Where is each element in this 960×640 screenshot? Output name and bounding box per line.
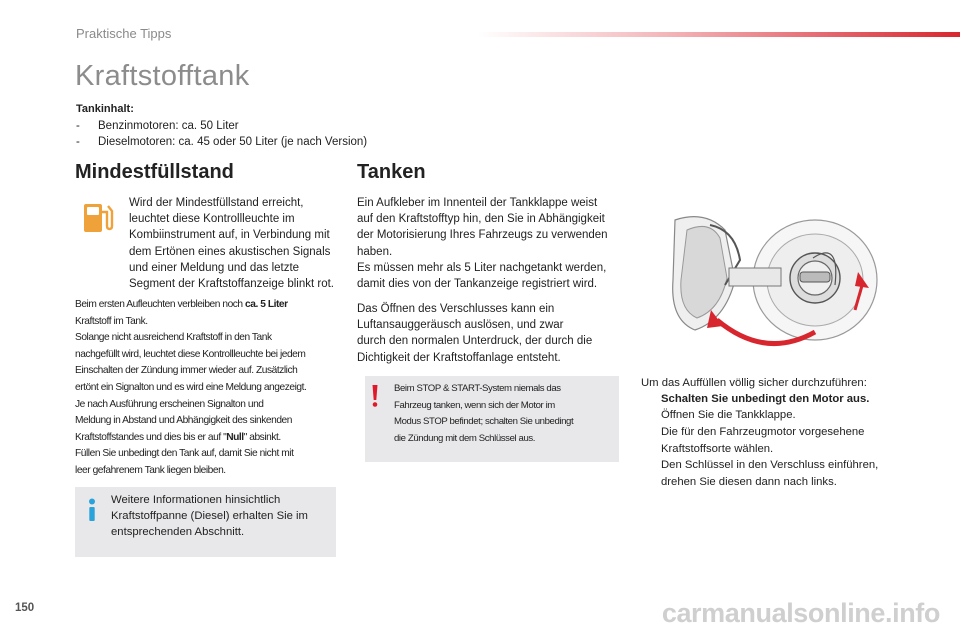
mindest-detail: Beim ersten Aufleuchten verbleiben noch ca. 5 Liter Kraftstoff im Tank. Solange nicht ausreichend Kraftstoff in den Tank nachgefüllt wird, leuchtet diese Kontrollleuchte bei jedem Einschalten der Zündung immer wieder auf. Zusätzlich ertönt ein Signalton und es wird eine Meldung angezeigt. Je nach Ausführung erscheinen Signalton und Meldung in Abstand und Abhängigkeit des sinkenden Kraftstoffstandes und dies bis er auf "Null" absinkt. Füllen Sie unbedingt den Tank auf, damit Sie nicht mit leer gefahrenem Tank liegen bleiben. <box>75 299 307 476</box>
page-number: 150 <box>15 602 35 614</box>
section-heading-tanken: Tanken <box>357 161 426 183</box>
capacity-label: Tankinhalt: <box>76 103 134 115</box>
fuel-pump-icon <box>82 200 114 236</box>
tanken-para-2: Das Öffnen des Verschlusses kann ein Luftansauggeräusch auslösen, und zwar durch den normalen Unterdruck, der durch die Dichtigkeit der Kraftstoffanlage entsteht. <box>357 303 593 364</box>
warning-text: Beim STOP & START-System niemals das Fahrzeug tanken, wenn sich der Motor im Modus STOP befindet; schalten Sie unbedingt die Zündung mit dem Schlüssel aus. <box>394 383 574 444</box>
procedure-step: Die für den Fahrzeugmotor vorgesehene Kraftstoffsorte wählen. <box>661 426 865 455</box>
info-box <box>75 487 336 557</box>
header-rule <box>478 32 960 37</box>
info-icon <box>87 498 97 522</box>
exclamation-icon <box>371 384 379 408</box>
watermark: carmanualsonline.info <box>661 598 940 628</box>
info-text: Weitere Informationen hinsichtlich Kraftstoffpanne (Diesel) erhalten Sie im entsprechenden Abschnitt. <box>111 494 308 539</box>
procedure-step: Schalten Sie unbedingt den Motor aus. <box>661 393 870 405</box>
fuel-flap-illustration <box>665 210 885 360</box>
procedure-step: Öffnen Sie die Tankklappe. <box>661 409 796 421</box>
capacity-item: - Dieselmotoren: ca. 45 oder 50 Liter (je nach Version) <box>76 136 368 148</box>
mindest-intro: Wird der Mindestfüllstand erreicht, leuchtet diese Kontrollleuchte im Kombiinstrument auf, in Verbindung mit dem Ertönen eines akustischen Signals und einer Meldung und das letzte Segment der Kraftstoffanzeige blinkt rot. <box>129 197 334 291</box>
page-title: Kraftstofftank <box>75 60 250 92</box>
warning-box <box>365 376 619 462</box>
procedure-intro: Um das Auffüllen völlig sicher durchzuführen: <box>641 377 867 389</box>
section-title: Praktische Tipps <box>76 26 172 41</box>
section-heading-mindestfuellstand: Mindestfüllstand <box>75 161 234 183</box>
capacity-item: - Benzinmotoren: ca. 50 Liter <box>76 120 239 132</box>
tanken-para-1: Ein Aufkleber im Innenteil der Tankklappe weist auf den Kraftstofftyp hin, den Sie in Abhängigkeit der Motorisierung Ihres Fahrzeugs zu verwenden haben. Es müssen mehr als 5 Liter nachgetankt werden, damit dies von der Tankanzeige registriert wird. <box>357 197 608 291</box>
procedure-step: Den Schlüssel in den Verschluss einführen, drehen Sie diesen dann nach links. <box>661 459 879 488</box>
